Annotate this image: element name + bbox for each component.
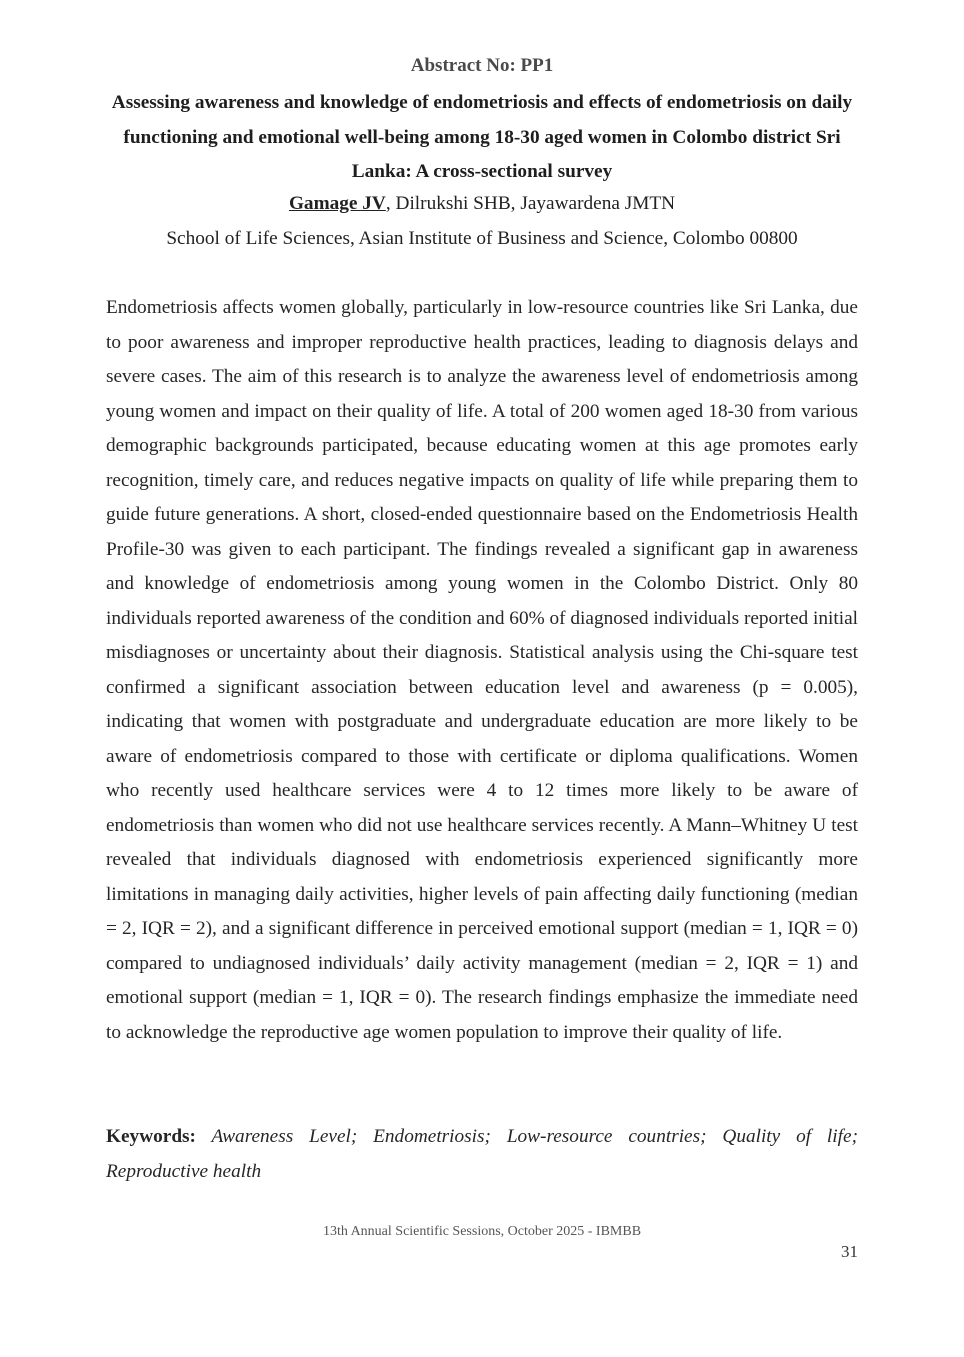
abstract-number: Abstract No: PP1 <box>410 55 554 76</box>
paper-title: Assessing awareness and knowledge of endometriosis and effects of endometriosis on daily functioning and emotional well-being among 18-30 aged women in Colombo district Sri Lanka: A cross-sectional survey <box>111 92 853 182</box>
abstract-body: Endometriosis affects women globally, particularly in low-resource countries like Sri Lanka, due to poor awareness and improper reproductive health practices, leading to diagnosis delays and severe cases. The aim of this research is to analyze the awareness level of endometriosis among young women and impact on their quality of life. A total of 200 women aged 18-30 from various demographic backgrounds participated, because educating women at this age promotes early recognition, timely care, and reduces negative impacts on quality of life while preparing them to guide future generations. A short, closed-ended questionnaire based on the Endometriosis Health Profile-30 was given to each participant. The findings revealed a significant gap in awareness and knowledge of endometriosis among young women in the Colombo District. Only 80 individuals reported awareness of the condition and 60% of diagnosed individuals reported initial misdiagnoses or uncertainty about their diagnosis. Statistical analysis using the Chi-square test confirmed a significant association between education level and awareness (p = 0.005), indicating that women with postgraduate and undergraduate education are more likely to be aware of endometriosis compared to those with certificate or diploma qualifications. Women who recently used healthcare services were 4 to 12 times more likely to be aware of endometriosis than women who did not use healthcare services recently. A Mann–Whitney U test revealed that individuals diagnosed with endometriosis experienced significantly more limitations in managing daily activities, higher levels of pain affecting daily functioning (median = 2, IQR = 2), and a significant difference in perceived emotional support (median = 1, IQR = 0) compared to undiagnosed individuals’ daily activity management (median = 2, IQR = 1) and emotional support (median = 1, IQR = 0). The research findings emphasize the immediate need to acknowledge the reproductive age women population to improve their quality of life. <box>106 297 858 1043</box>
presenting-author: Gamage JV <box>288 193 386 214</box>
co-authors: , Dilrukshi SHB, Jayawardena JMTN <box>385 193 676 214</box>
keywords-list: Awareness Level; Endometriosis; Low-resource countries; Quality of life; Reproductive health <box>106 1126 858 1182</box>
keywords-label: Keywords: <box>106 1126 196 1147</box>
page-number: 31 <box>841 1242 858 1261</box>
keywords-section <box>106 1120 858 1189</box>
affiliation: School of Life Sciences, Asian Institute of Business and Science, Colombo 00800 <box>166 228 798 249</box>
author-list <box>0 190 964 218</box>
conference-footer: 13th Annual Scientific Sessions, October 2025 - IBMBB <box>322 1224 642 1239</box>
